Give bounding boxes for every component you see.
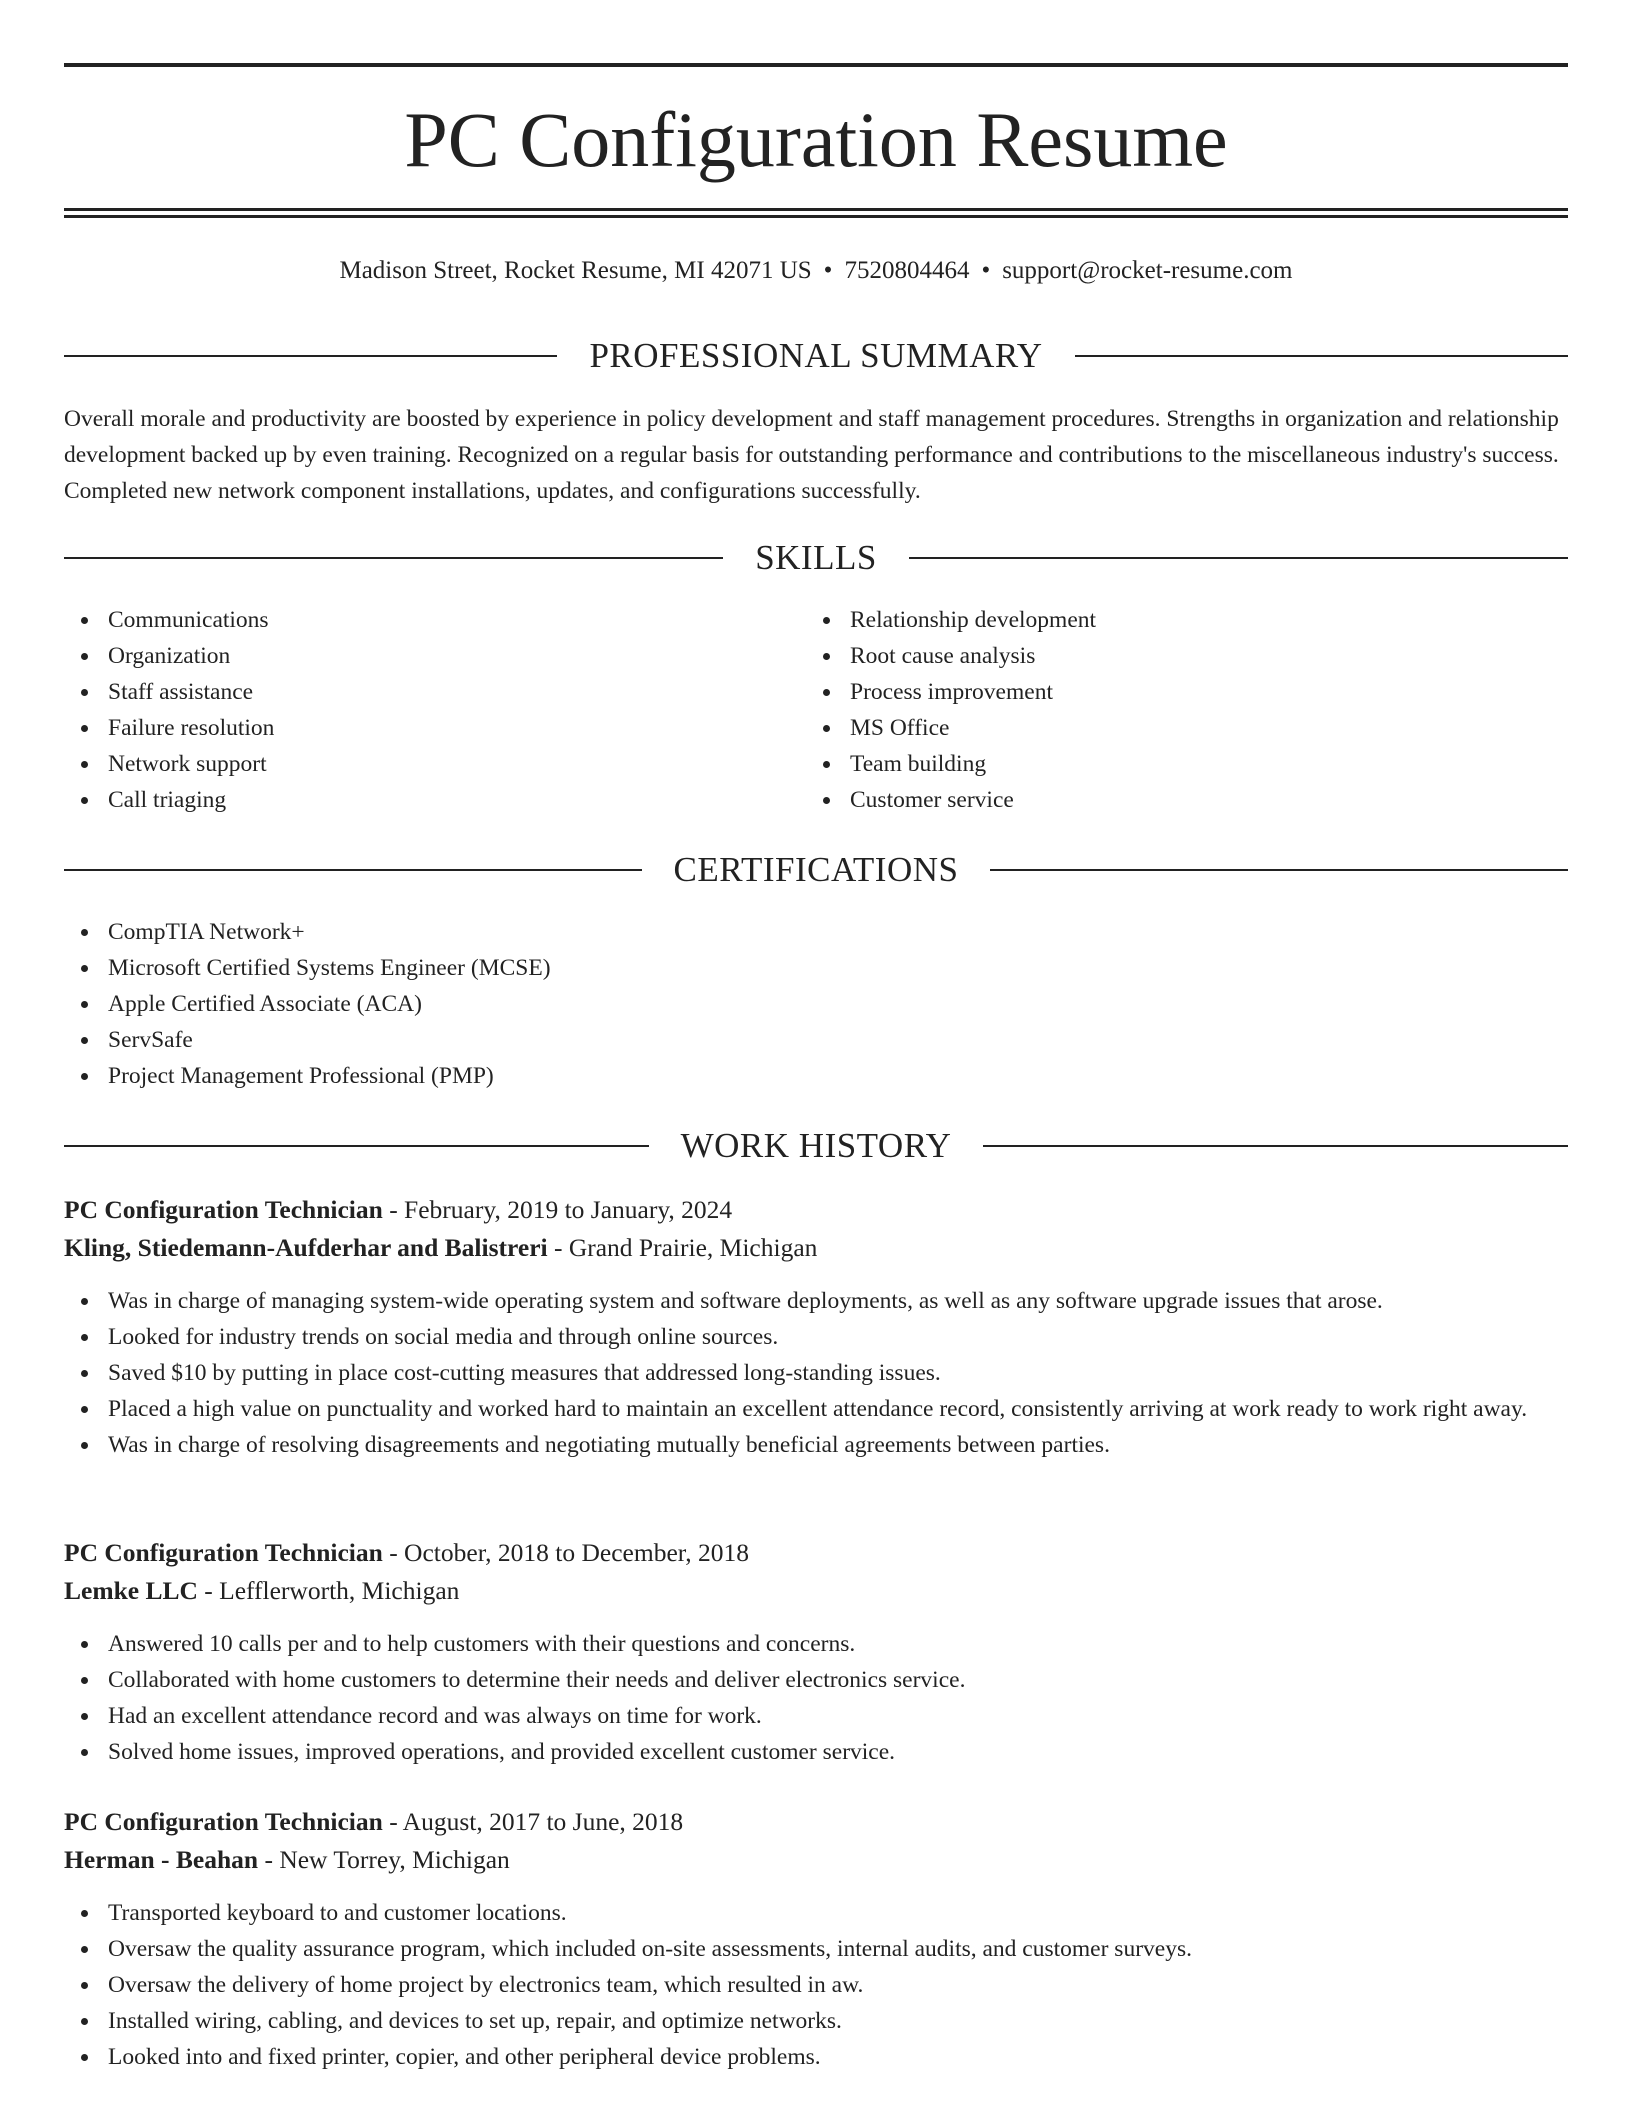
job-dates: - August, 2017 to June, 2018 [382,1807,684,1836]
job-title: PC Configuration Technician [64,1538,383,1567]
list-item: Call triaging [64,782,764,818]
heading-rule-right [983,1145,1568,1147]
list-item: Organization [64,638,764,674]
skills-list-left [64,602,764,818]
job-entry [64,1803,1568,2075]
list-item: Relationship development [806,602,1506,638]
list-item: Microsoft Certified Systems Engineer (MCSE) [64,950,1568,986]
job-dates: - October, 2018 to December, 2018 [382,1538,749,1567]
job-location: - New Torrey, Michigan [258,1845,510,1874]
list-item: Failure resolution [64,710,764,746]
job-title-line [64,1803,1568,1841]
list-item: Answered 10 calls per and to help customers with their questions and concerns. [64,1626,1568,1662]
list-item: CompTIA Network+ [64,914,1568,950]
section-title: CERTIFICATIONS [673,850,959,889]
contact-separator: • [823,257,833,284]
job-company: Herman - Beahan [64,1845,259,1874]
job-bullets [64,1895,1568,2075]
list-item: Had an excellent attendance record and was always on time for work. [64,1698,1568,1734]
job-bullets [64,1626,1568,1770]
list-item: Oversaw the quality assurance program, which included on-site assessments, internal audits, and customer surveys. [64,1931,1568,1967]
header-double-rule-lower [64,215,1568,218]
list-item: Communications [64,602,764,638]
heading-rule-right [1075,355,1568,357]
section-heading-skills [64,536,1568,580]
job-dates: - February, 2019 to January, 2024 [382,1195,733,1224]
list-item: Process improvement [806,674,1506,710]
summary-text: Overall morale and productivity are boosted by experience in policy development and staff management procedures. Strengths in organization and relationship development backed up by even training. Recognized on a regular basis for outstanding performance and contributions to the miscellaneous industry's success. Completed new network component installations, updates, and configurations successfully. [64,406,1559,504]
heading-rule-left [64,869,642,871]
job-company: Kling, Stiedemann-Aufderhar and Balistreri [64,1233,548,1262]
list-item: Root cause analysis [806,638,1506,674]
list-item: MS Office [806,710,1506,746]
section-heading-certifications [64,848,1568,892]
list-item: Solved home issues, improved operations, and provided excellent customer service. [64,1734,1568,1770]
list-item: Looked into and fixed printer, copier, and other peripheral device problems. [64,2039,1568,2075]
list-item: Was in charge of resolving disagreements and negotiating mutually beneficial agreements between parties. [64,1427,1568,1463]
heading-rule-right [990,869,1568,871]
job-company-line [64,1841,1568,1879]
heading-rule-right [909,557,1568,559]
job-location: - Grand Prairie, Michigan [547,1233,818,1262]
list-item: ServSafe [64,1022,1568,1058]
job-title-line [64,1191,1568,1229]
list-item: Apple Certified Associate (ACA) [64,986,1568,1022]
heading-rule-left [64,355,557,357]
heading-rule-left [64,1145,649,1147]
contact-separator: • [981,257,991,284]
job-entry [64,1191,1568,1463]
heading-rule-left [64,557,723,559]
section-title: SKILLS [755,538,877,577]
section-heading-summary [64,334,1568,378]
header-top-rule [64,63,1568,67]
list-item: Network support [64,746,764,782]
job-company: Lemke LLC [64,1576,198,1605]
contact-line [64,255,1568,287]
job-title: PC Configuration Technician [64,1807,383,1836]
list-item: Project Management Professional (PMP) [64,1058,1568,1094]
job-company-line [64,1229,1568,1267]
list-item: Oversaw the delivery of home project by electronics team, which resulted in aw. [64,1967,1568,2003]
contact-email: support@rocket-resume.com [1002,257,1293,284]
list-item: Saved $10 by putting in place cost-cutting measures that addressed long-standing issues. [64,1355,1568,1391]
skills-list-right [806,602,1506,818]
list-item: Was in charge of managing system-wide operating system and software deployments, as well as any software upgrade issues that arose. [64,1283,1568,1319]
contact-address: Madison Street, Rocket Resume, MI 42071 US [339,257,812,284]
header-double-rule-upper [64,208,1568,211]
job-location: - Lefflerworth, Michigan [197,1576,460,1605]
section-heading-work-history [64,1124,1568,1168]
list-item: Team building [806,746,1506,782]
certifications-list [64,914,1568,1094]
list-item: Customer service [806,782,1506,818]
job-title-line [64,1534,1568,1572]
list-item: Collaborated with home customers to determine their needs and deliver electronics service. [64,1662,1568,1698]
list-item: Looked for industry trends on social media and through online sources. [64,1319,1568,1355]
job-title: PC Configuration Technician [64,1195,383,1224]
job-bullets [64,1283,1568,1463]
list-item: Transported keyboard to and customer locations. [64,1895,1568,1931]
list-item: Installed wiring, cabling, and devices to set up, repair, and optimize networks. [64,2003,1568,2039]
contact-phone: 7520804464 [844,257,970,284]
job-entry [64,1534,1568,1770]
job-company-line [64,1572,1568,1610]
list-item: Placed a high value on punctuality and worked hard to maintain an excellent attendance record, consistently arriving at work ready to work right away. [64,1391,1568,1427]
resume-title: PC Configuration Resume [404,96,1228,183]
list-item: Staff assistance [64,674,764,710]
section-title: WORK HISTORY [680,1126,952,1165]
section-title: PROFESSIONAL SUMMARY [589,336,1043,375]
